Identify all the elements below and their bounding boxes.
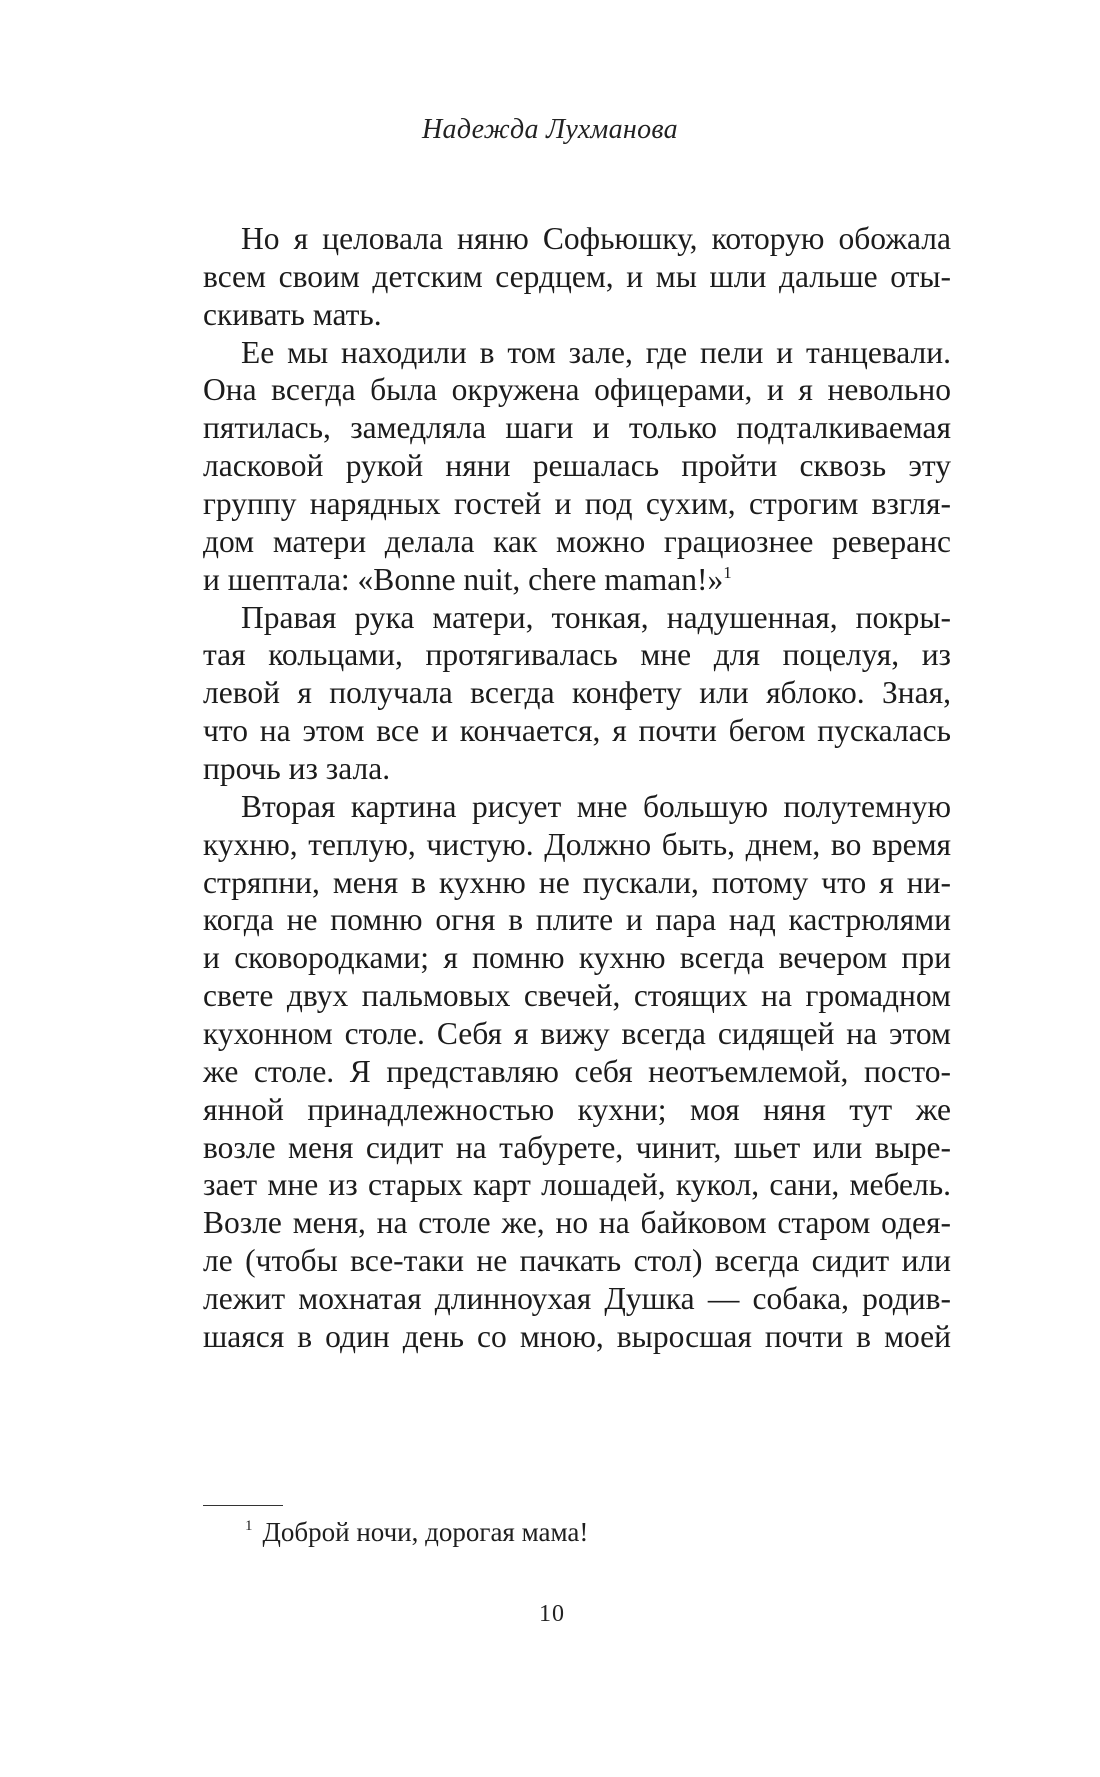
text-line: Возле меня, на столе же, но на байковом старом одея- — [203, 1205, 951, 1241]
text-line: кухонном столе. Себя я вижу всегда сидящей на этом — [203, 1016, 951, 1052]
text-line: дом матери делала как можно грациознее реверанс — [203, 523, 951, 559]
text-line: когда не помню огня в плите и пара над кастрюлями — [203, 902, 951, 938]
text-line: свете двух пальмовых свечей, стоящих на громадном — [203, 978, 951, 1014]
page-number: 10 — [539, 1601, 565, 1627]
footnote-text: Доброй ночи, дорогая мама! — [262, 1517, 589, 1547]
text-line: возле меня сидит на табурете, чинит, шьет или выре- — [203, 1129, 951, 1165]
text-line-content: и шептала: «Bonne nuit, chere maman!» — [203, 561, 724, 597]
text-line: Вторая картина рисует мне большую полутемную — [241, 788, 951, 824]
text-line: зает мне из старых карт лошадей, кукол, сани, мебель. — [203, 1167, 951, 1203]
text-line: что на этом все и кончается, я почти бегом пускалась — [203, 713, 951, 749]
body-text — [203, 220, 951, 1356]
text-line: ласковой рукой няни решалась пройти сквозь эту — [203, 448, 951, 484]
footnote-separator — [203, 1505, 283, 1506]
text-line: скивать мать. — [203, 296, 382, 332]
text-line: ле (чтобы все-таки не пачкать стол) всегда сидит или — [203, 1243, 951, 1279]
running-header-author: Надежда Лухманова — [422, 114, 678, 145]
footnote-mark: 1 — [245, 1518, 253, 1534]
text-line: левой я получала всегда конфету или яблоко. Зная, — [203, 675, 951, 711]
footnote — [245, 1517, 588, 1548]
text-line: и сковородками; я помню кухню всегда вечером при — [203, 940, 951, 976]
text-line: прочь из зала. — [203, 751, 391, 787]
text-line-with-footnote — [203, 561, 951, 599]
text-line: Ее мы находили в том зале, где пели и танцевали. — [241, 334, 951, 370]
text-line: Но я целовала няню Софьюшку, которую обожала — [241, 221, 951, 256]
text-line: шаяся в один день со мною, выросшая почти в моей — [203, 1318, 951, 1354]
text-line: пятилась, замедляла шаги и только подталкиваемая — [203, 410, 951, 446]
text-line: янной принадлежностью кухни; моя няня тут же — [203, 1091, 951, 1127]
text-line: лежит мохнатая длинноухая Душка — собака, родив- — [203, 1281, 951, 1317]
text-line: группу нарядных гостей и под сухим, строгим взгля- — [203, 486, 951, 522]
text-line: кухню, теплую, чистую. Должно быть, днем, во время — [203, 826, 951, 862]
text-line: всем своим детским сердцем, и мы шли дальше оты- — [203, 258, 951, 294]
text-line: же столе. Я представляю себя неотъемлемой, посто- — [203, 1053, 951, 1089]
text-line: Она всегда была окружена офицерами, и я невольно — [203, 372, 951, 408]
text-line: стряпни, меня в кухню не пускали, потому что я ни- — [203, 864, 951, 900]
text-line: тая кольцами, протягивалась мне для поцелуя, из — [203, 637, 951, 673]
text-line: Правая рука матери, тонкая, надушенная, покры- — [241, 599, 951, 635]
footnote-reference[interactable]: 1 — [723, 562, 732, 582]
